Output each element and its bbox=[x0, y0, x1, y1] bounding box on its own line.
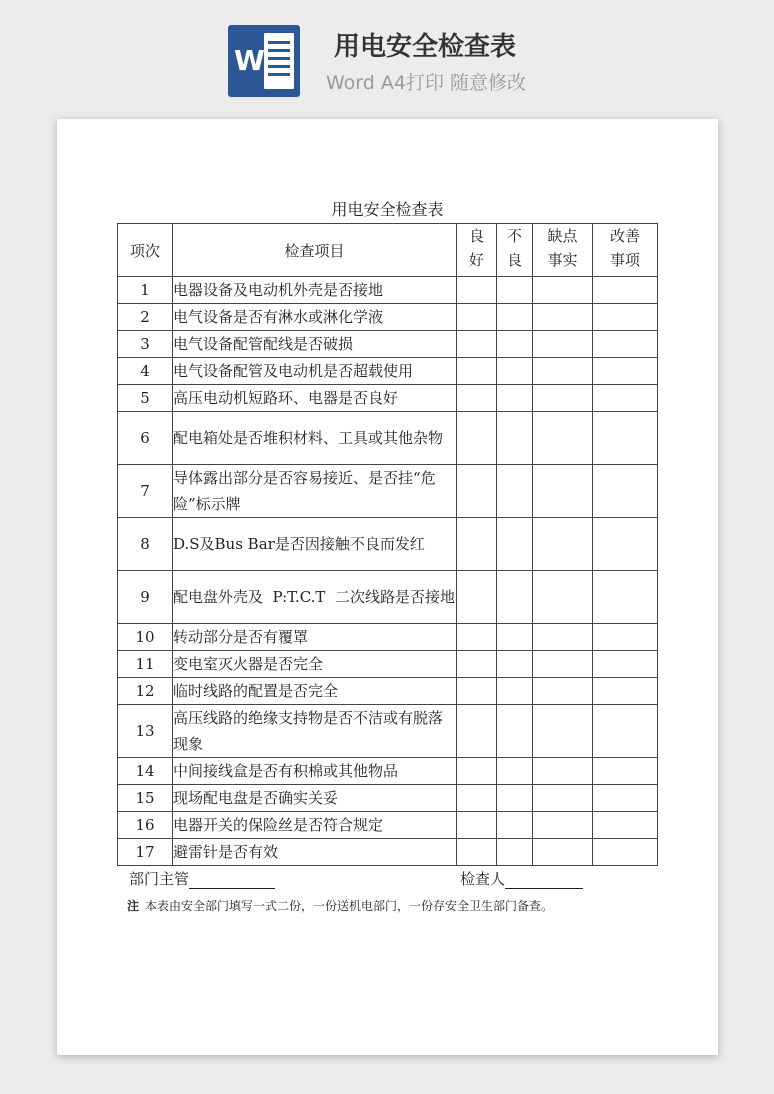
cell-bad[interactable] bbox=[497, 839, 533, 866]
header-bad bbox=[497, 224, 533, 277]
cell-improve[interactable] bbox=[593, 624, 658, 651]
cell-bad[interactable] bbox=[497, 412, 533, 465]
inspector-signature bbox=[460, 869, 583, 889]
table-row bbox=[118, 651, 658, 678]
document-title: 用电安全检查表 bbox=[331, 200, 444, 219]
manager-signature-line[interactable] bbox=[189, 872, 275, 889]
cell-improve[interactable] bbox=[593, 412, 658, 465]
table-row bbox=[118, 277, 658, 304]
table-row bbox=[118, 331, 658, 358]
cell-bad[interactable] bbox=[497, 758, 533, 785]
table-row bbox=[118, 812, 658, 839]
cell-bad[interactable] bbox=[497, 518, 533, 571]
row-item: 变电室灭火器是否完全 bbox=[173, 651, 457, 678]
header-bad-line2: 良 bbox=[506, 251, 522, 269]
row-num: 14 bbox=[118, 758, 173, 785]
row-num: 11 bbox=[118, 651, 173, 678]
row-num: 2 bbox=[118, 304, 173, 331]
row-num: 3 bbox=[118, 331, 173, 358]
cell-defect[interactable] bbox=[533, 678, 593, 705]
row-num: 15 bbox=[118, 785, 173, 812]
row-num: 1 bbox=[118, 277, 173, 304]
table-row bbox=[118, 385, 658, 412]
row-item: 高压线路的绝缘支持物是否不洁或有脱落现象 bbox=[173, 705, 457, 758]
row-item: 配电盘外壳及 P:T.C.T 二次线路是否接地 bbox=[173, 571, 457, 624]
word-icon-letter: W bbox=[234, 44, 265, 77]
note-label: 注 bbox=[127, 899, 140, 913]
row-item: 现场配电盘是否确实关妥 bbox=[173, 785, 457, 812]
table-header-row bbox=[118, 224, 658, 277]
cell-good[interactable] bbox=[457, 758, 497, 785]
row-num: 6 bbox=[118, 412, 173, 465]
row-item: 电器开关的保险丝是否符合规定 bbox=[173, 812, 457, 839]
cell-defect[interactable] bbox=[533, 571, 593, 624]
word-document-icon bbox=[228, 25, 300, 97]
row-item: 中间接线盒是否有积棉或其他物品 bbox=[173, 758, 457, 785]
row-num: 9 bbox=[118, 571, 173, 624]
cell-bad[interactable] bbox=[497, 705, 533, 758]
header-bad-line1: 不 bbox=[506, 227, 522, 245]
cell-defect[interactable] bbox=[533, 812, 593, 839]
row-item: 电气设备是否有淋水或淋化学液 bbox=[173, 304, 457, 331]
banner-title: 用电安全检查表 bbox=[334, 32, 517, 62]
row-num: 4 bbox=[118, 358, 173, 385]
cell-improve[interactable] bbox=[593, 571, 658, 624]
cell-defect[interactable] bbox=[533, 518, 593, 571]
cell-defect[interactable] bbox=[533, 465, 593, 518]
row-num: 5 bbox=[118, 385, 173, 412]
table-row bbox=[118, 785, 658, 812]
header-item: 检查项目 bbox=[173, 224, 457, 277]
row-num: 8 bbox=[118, 518, 173, 571]
footnote bbox=[127, 897, 553, 915]
cell-improve[interactable] bbox=[593, 385, 658, 412]
cell-good[interactable] bbox=[457, 785, 497, 812]
banner-subtitle: Word A4打印 随意修改 bbox=[326, 72, 527, 94]
cell-good[interactable] bbox=[457, 705, 497, 758]
cell-bad[interactable] bbox=[497, 277, 533, 304]
cell-bad[interactable] bbox=[497, 624, 533, 651]
cell-improve[interactable] bbox=[593, 678, 658, 705]
cell-defect[interactable] bbox=[533, 705, 593, 758]
row-item: 电气设备配管配线是否破损 bbox=[173, 331, 457, 358]
row-item: 导体露出部分是否容易接近、是否挂“危险”标示牌 bbox=[173, 465, 457, 518]
cell-bad[interactable] bbox=[497, 678, 533, 705]
row-item: 转动部分是否有覆罩 bbox=[173, 624, 457, 651]
cell-defect[interactable] bbox=[533, 785, 593, 812]
cell-good[interactable] bbox=[457, 304, 497, 331]
cell-bad[interactable] bbox=[497, 651, 533, 678]
row-num: 12 bbox=[118, 678, 173, 705]
cell-improve[interactable] bbox=[593, 758, 658, 785]
cell-defect[interactable] bbox=[533, 758, 593, 785]
header-improve bbox=[593, 224, 658, 277]
cell-bad[interactable] bbox=[497, 465, 533, 518]
table-row bbox=[118, 518, 658, 571]
inspector-signature-line[interactable] bbox=[505, 872, 583, 889]
row-num: 7 bbox=[118, 465, 173, 518]
table-row bbox=[118, 705, 658, 758]
cell-bad[interactable] bbox=[497, 304, 533, 331]
template-banner bbox=[0, 0, 774, 118]
cell-bad[interactable] bbox=[497, 358, 533, 385]
cell-defect[interactable] bbox=[533, 412, 593, 465]
header-defect-line1: 缺点 bbox=[547, 227, 578, 245]
word-icon-sheet bbox=[264, 33, 294, 89]
row-item: 电器设备及电动机外壳是否接地 bbox=[173, 277, 457, 304]
note-text: 本表由安全部门填写一式二份，一份送机电部门，一份存安全卫生部门备查。 bbox=[145, 899, 554, 913]
header-defect bbox=[533, 224, 593, 277]
cell-good[interactable] bbox=[457, 678, 497, 705]
table-row bbox=[118, 465, 658, 518]
cell-defect[interactable] bbox=[533, 385, 593, 412]
cell-improve[interactable] bbox=[593, 304, 658, 331]
row-num: 17 bbox=[118, 839, 173, 866]
row-item: 高压电动机短路环、电器是否良好 bbox=[173, 385, 457, 412]
row-item: 避雷针是否有效 bbox=[173, 839, 457, 866]
cell-good[interactable] bbox=[457, 518, 497, 571]
cell-defect[interactable] bbox=[533, 358, 593, 385]
cell-bad[interactable] bbox=[497, 812, 533, 839]
cell-improve[interactable] bbox=[593, 518, 658, 571]
manager-label: 部门主管 bbox=[129, 870, 190, 888]
cell-improve[interactable] bbox=[593, 331, 658, 358]
manager-signature bbox=[129, 869, 275, 889]
cell-defect[interactable] bbox=[533, 304, 593, 331]
cell-good[interactable] bbox=[457, 385, 497, 412]
cell-improve[interactable] bbox=[593, 277, 658, 304]
row-num: 10 bbox=[118, 624, 173, 651]
header-num: 项次 bbox=[118, 224, 173, 277]
cell-good[interactable] bbox=[457, 812, 497, 839]
cell-bad[interactable] bbox=[497, 571, 533, 624]
cell-bad[interactable] bbox=[497, 785, 533, 812]
cell-good[interactable] bbox=[457, 651, 497, 678]
header-defect-line2: 事实 bbox=[547, 251, 578, 269]
cell-good[interactable] bbox=[457, 624, 497, 651]
cell-bad[interactable] bbox=[497, 331, 533, 358]
row-item: D.S及Bus Bar是否因接触不良而发红 bbox=[173, 518, 457, 571]
header-good bbox=[457, 224, 497, 277]
row-num: 13 bbox=[118, 705, 173, 758]
header-good-line2: 好 bbox=[468, 251, 484, 269]
document-page bbox=[57, 119, 718, 1055]
cell-bad[interactable] bbox=[497, 385, 533, 412]
cell-good[interactable] bbox=[457, 571, 497, 624]
cell-defect[interactable] bbox=[533, 651, 593, 678]
table-row bbox=[118, 358, 658, 385]
cell-good[interactable] bbox=[457, 412, 497, 465]
row-item: 配电箱处是否堆积材料、工具或其他杂物 bbox=[173, 412, 457, 465]
cell-good[interactable] bbox=[457, 331, 497, 358]
cell-improve[interactable] bbox=[593, 812, 658, 839]
cell-improve[interactable] bbox=[593, 465, 658, 518]
header-good-line1: 良 bbox=[468, 227, 484, 245]
table-row bbox=[118, 304, 658, 331]
table-row bbox=[118, 839, 658, 866]
cell-defect[interactable] bbox=[533, 624, 593, 651]
row-num: 16 bbox=[118, 812, 173, 839]
inspector-label: 检查人 bbox=[460, 870, 506, 888]
header-improve-line1: 改善 bbox=[609, 227, 640, 245]
row-item: 电气设备配管及电动机是否超载使用 bbox=[173, 358, 457, 385]
cell-improve[interactable] bbox=[593, 785, 658, 812]
cell-improve[interactable] bbox=[593, 839, 658, 866]
cell-improve[interactable] bbox=[593, 651, 658, 678]
cell-good[interactable] bbox=[457, 277, 497, 304]
table-row bbox=[118, 678, 658, 705]
cell-improve[interactable] bbox=[593, 358, 658, 385]
table-row bbox=[118, 412, 658, 465]
row-item: 临时线路的配置是否完全 bbox=[173, 678, 457, 705]
table-row bbox=[118, 624, 658, 651]
table-row bbox=[118, 758, 658, 785]
cell-defect[interactable] bbox=[533, 331, 593, 358]
cell-defect[interactable] bbox=[533, 839, 593, 866]
cell-good[interactable] bbox=[457, 358, 497, 385]
cell-improve[interactable] bbox=[593, 705, 658, 758]
header-improve-line2: 事项 bbox=[609, 251, 640, 269]
cell-defect[interactable] bbox=[533, 277, 593, 304]
table-row bbox=[118, 571, 658, 624]
inspection-table bbox=[117, 223, 658, 866]
cell-good[interactable] bbox=[457, 839, 497, 866]
cell-good[interactable] bbox=[457, 465, 497, 518]
